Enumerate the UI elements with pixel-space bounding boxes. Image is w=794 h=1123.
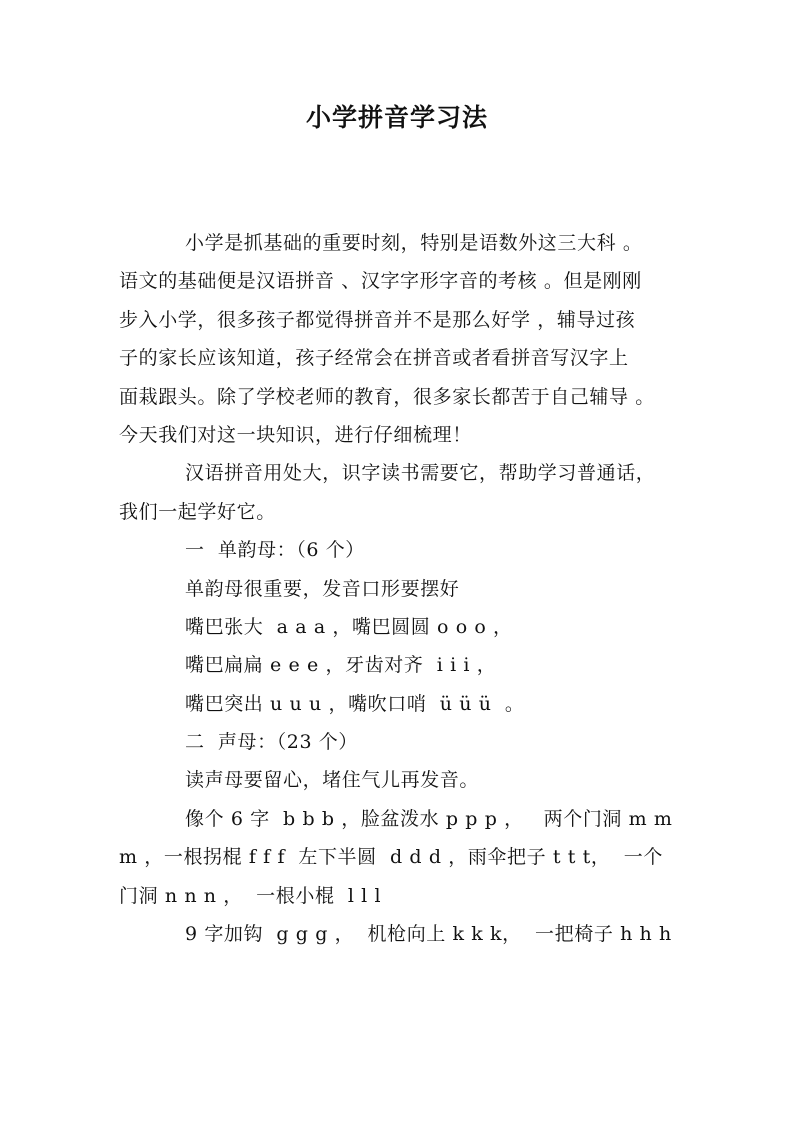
paragraph-line: 9 字加钩 g g g ， 机枪向上 k k k， 一把椅子 h h h [185,923,672,946]
paragraph-line: 步入小学，很多孩子都觉得拼音并不是那么好学 ，辅导过孩 [119,308,636,331]
paragraph-line: 门洞 n n n ， 一根小棍 l l l [119,884,382,907]
paragraph-line: 嘴巴扁扁 e e e ，牙齿对齐 i i i ， [185,654,497,677]
paragraph-line: 嘴巴张大 a a a ，嘴巴圆圆 o o o ， [185,615,513,638]
paragraph-line: 读声母要留心，堵住气儿再发音。 [185,769,480,792]
paragraph-line: m ，一根拐棍 f f f 左下半圆 d d d ，雨伞把子 t t t， 一个 [119,846,663,869]
paragraph-line: 像个 6 字 b b b ，脸盆泼水 p p p ， 两个门洞 m m [185,807,673,830]
paragraph-line: 子的家长应该知道，孩子经常会在拼音或者看拼音写汉字上 [119,347,629,370]
document-title: 小学拼音学习法 [305,103,488,132]
section-heading: 二 声母：（23 个） [185,731,358,754]
document-body [119,224,679,953]
section-heading: 一 单韵母：（6 个） [185,539,365,562]
paragraph-line: 我们一起学好它。 [119,500,276,523]
paragraph-line: 语文的基础便是汉语拼音 、汉字字形字音的考核 。但是刚刚 [119,270,642,293]
paragraph-line: 单韵母很重要，发音口形要摆好 [185,577,460,600]
paragraph-line: 嘴巴突出 u u u ，嘴吹口哨 ü ü ü 。 [185,692,525,715]
paragraph-line: 面栽跟头。除了学校老师的教育，很多家长都苦于自己辅导 。 [119,385,655,408]
paragraph-line: 汉语拼音用处大，识字读书需要它，帮助学习普通话， [185,462,656,485]
paragraph-line: 小学是抓基础的重要时刻，特别是语数外这三大科 。 [185,232,643,254]
paragraph-line: 今天我们对这一块知识，进行仔细梳理！ [119,423,472,446]
